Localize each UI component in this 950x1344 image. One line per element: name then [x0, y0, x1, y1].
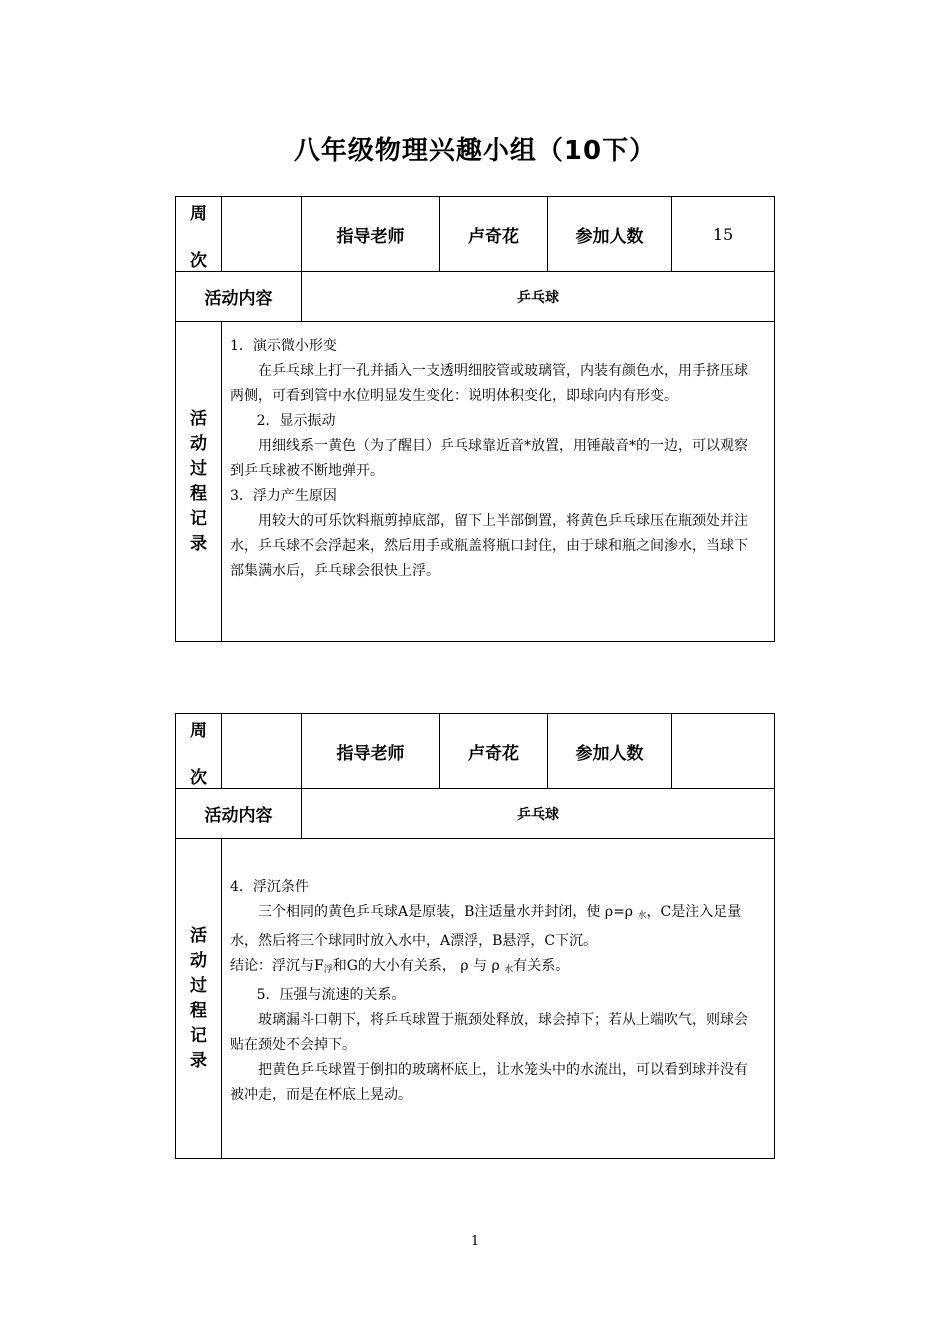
content-label: 活动内容 — [176, 789, 302, 839]
teacher-name: 卢奇花 — [440, 197, 548, 272]
section-heading: 4．浮沉条件 — [230, 879, 309, 895]
paragraph: 结论：浮沉与$F_浮$和G的大小有关系， ρ 与 ρ $_水$有关系。 — [230, 958, 570, 975]
activity-table-1 — [175, 196, 775, 642]
week-label: 周 次 — [176, 714, 222, 789]
process-record-label: 活 动 过 程 记 录 — [176, 839, 222, 1159]
week-label: 周 次 — [176, 197, 222, 272]
paragraph: 三个相同的黄色乒乓球A是原装，B注适量水并封闭，使 ρ=ρ $_水$，C是注入足量水，然后将三个球同时放入水中，A漂浮，B悬浮，C下沉。 — [230, 904, 742, 949]
paragraph: 用细线系一黄色（为了醒目）乒乓球靠近音*放置，用锤敲音*的一边，可以观察到乒乓球被不断地弹开。 — [230, 438, 748, 479]
week-value — [222, 714, 302, 789]
paragraph: 在乒乓球上打一孔并插入一支透明细胶管或玻璃管，内装有颜色水，用手挤压球两侧，可看到管中水位明显发生变化：说明体积变化，即球向内有形变。 — [230, 363, 748, 404]
section-heading: 5．压强与流速的关系。 — [256, 987, 406, 1003]
participants-count: 15 — [672, 197, 775, 272]
participants-label: 参加人数 — [548, 714, 672, 789]
activity-title: 乒乓球 — [302, 272, 775, 322]
process-record-label: 活 动 过 程 记 录 — [176, 322, 222, 642]
activity-table-2 — [175, 713, 775, 1159]
week-value — [222, 197, 302, 272]
activity-title: 乒乓球 — [302, 789, 775, 839]
process-record-content — [222, 322, 775, 642]
page-title: 八年级物理兴趣小组（10下） — [293, 136, 657, 166]
teacher-label: 指导老师 — [302, 714, 440, 789]
section-heading: 2．显示振动 — [256, 413, 336, 429]
paragraph: 用较大的可乐饮料瓶剪掉底部，留下上半部倒置，将黄色乒乓球压在瓶颈处并注水，乒乓球不会浮起来，然后用手或瓶盖将瓶口封住，由于球和瓶之间渗水，当球下部集满水后，乒乓球会很快上浮。 — [230, 513, 748, 579]
participants-label: 参加人数 — [548, 197, 672, 272]
page-number: 1 — [470, 1234, 480, 1249]
paragraph: 把黄色乒乓球置于倒扣的玻璃杯底上，让水笼头中的水流出，可以看到球并没有被冲走，而是在杯底上晃动。 — [230, 1062, 748, 1103]
process-record-content — [222, 839, 775, 1159]
participants-count — [672, 714, 775, 789]
paragraph: 玻璃漏斗口朝下，将乒乓球置于瓶颈处释放，球会掉下；若从上端吹气，则球会贴在颈处不会掉下。 — [230, 1012, 748, 1053]
section-heading: 1．演示微小形变 — [230, 338, 337, 354]
content-label: 活动内容 — [176, 272, 302, 322]
teacher-label: 指导老师 — [302, 197, 440, 272]
teacher-name: 卢奇花 — [440, 714, 548, 789]
section-heading: 3．浮力产生原因 — [230, 488, 337, 504]
